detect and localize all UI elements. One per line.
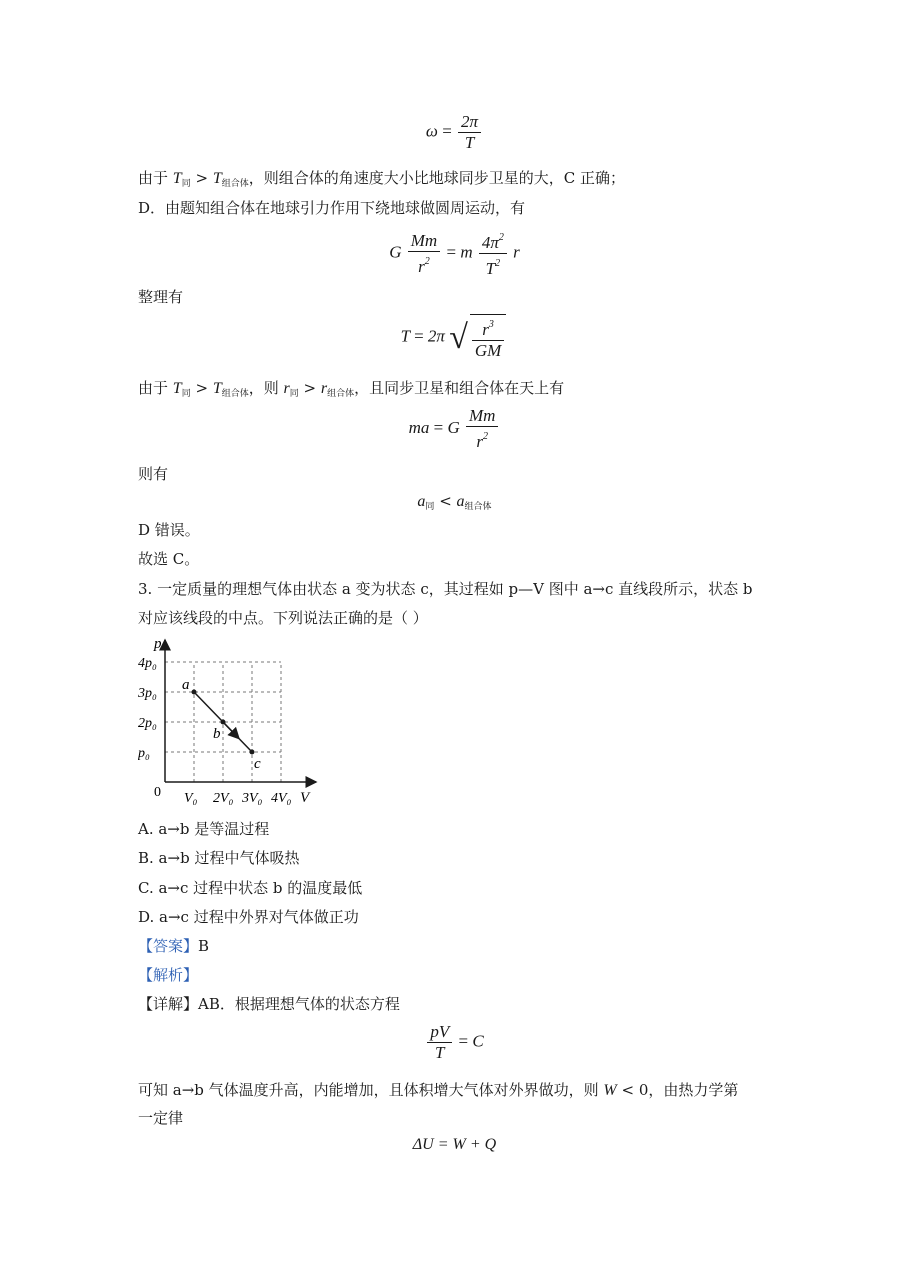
text-line: 由于 $T_同 > T_{组合体}$，则组合体的角速度大小比地球同步卫星的大，C 正确； (138, 169, 625, 189)
y-tick-label: p₀ (138, 746, 150, 761)
text-line: 整理有 (138, 288, 184, 306)
pv-graph (138, 634, 328, 814)
y-tick-label: 2p₀ (138, 716, 157, 731)
formula-first-law: ΔU = W + Q (412, 1136, 497, 1153)
text-line: 由于 $T_同 > T_{组合体}$，则 $r_同 > r_{组合体}$，且同步卫星和组合体在天上有 (138, 379, 565, 399)
y-axis-label: p (154, 636, 162, 652)
option-c: C. a→c 过程中状态 b 的温度最低 (138, 879, 363, 897)
question-3-line-1: 3. 一定质量的理想气体由状态 a 变为状态 c，其过程如 p—V 图中 a→c 直线段所示，状态 b (138, 580, 753, 598)
x-axis-label: V (300, 790, 310, 806)
formula-a-compare: $a_同 < a_{组合体}$ (417, 492, 492, 512)
fraction: $\frac{2\pi}{T}$ (458, 112, 481, 153)
state-point-label: b (213, 726, 221, 742)
direction-arrow (223, 722, 239, 739)
text-line: 则有 (138, 465, 169, 483)
analysis-tag: 【解析】 (138, 966, 199, 984)
detail-line: 【详解】AB．根据理想气体的状态方程 (138, 995, 400, 1013)
state-point-label: a (182, 677, 190, 693)
state-point-label: c (254, 756, 261, 772)
formula-acceleration: ma = G $\frac{Mm}{r^2}$ (0, 406, 909, 452)
origin-label: 0 (154, 785, 161, 800)
text-line: 可知 a→b 气体温度升高，内能增加，且体积增大气体对外界做功，则 W < 0，由热力学第 (138, 1081, 739, 1099)
state-point (192, 690, 197, 695)
text-line: D．由题知组合体在地球引力作用下绕地球做圆周运动，有 (138, 199, 526, 217)
formula-omega: ω = $\frac{2\pi}{T}$ (0, 112, 909, 153)
option-b: B. a→b 过程中气体吸热 (138, 849, 300, 867)
answer-line: 【答案】B (138, 937, 210, 955)
option-d: D. a→c 过程中外界对气体做正功 (138, 908, 359, 926)
text-line: 故选 C。 (138, 550, 200, 568)
question-3-line-2: 对应该线段的中点。下列说法正确的是（ ） (138, 609, 428, 627)
text-line: 一定律 (138, 1109, 184, 1127)
x-tick-label: V₀ (184, 791, 198, 806)
square-root: √ $\frac{r^3}{GM}$ (449, 314, 508, 361)
state-point (221, 720, 226, 725)
x-tick-label: 3V₀ (242, 791, 263, 806)
formula-state-equation: $\frac{pV}{T}$ = C (0, 1022, 909, 1063)
formula-gravitation: G $\frac{Mm}{r^2}$ = m $\frac{4\pi^2}{T^2}$ r (0, 228, 909, 279)
x-tick-label: 2V₀ (213, 791, 234, 806)
formula-period: T = 2π √ $\frac{r^3}{GM}$ (0, 314, 909, 361)
text-line: D 错误。 (138, 521, 200, 539)
x-tick-label: 4V₀ (271, 791, 292, 806)
y-tick-label: 4p₀ (138, 656, 157, 671)
option-a: A. a→b 是等温过程 (138, 820, 270, 838)
state-point (250, 750, 255, 755)
y-tick-label: 3p₀ (138, 686, 157, 701)
